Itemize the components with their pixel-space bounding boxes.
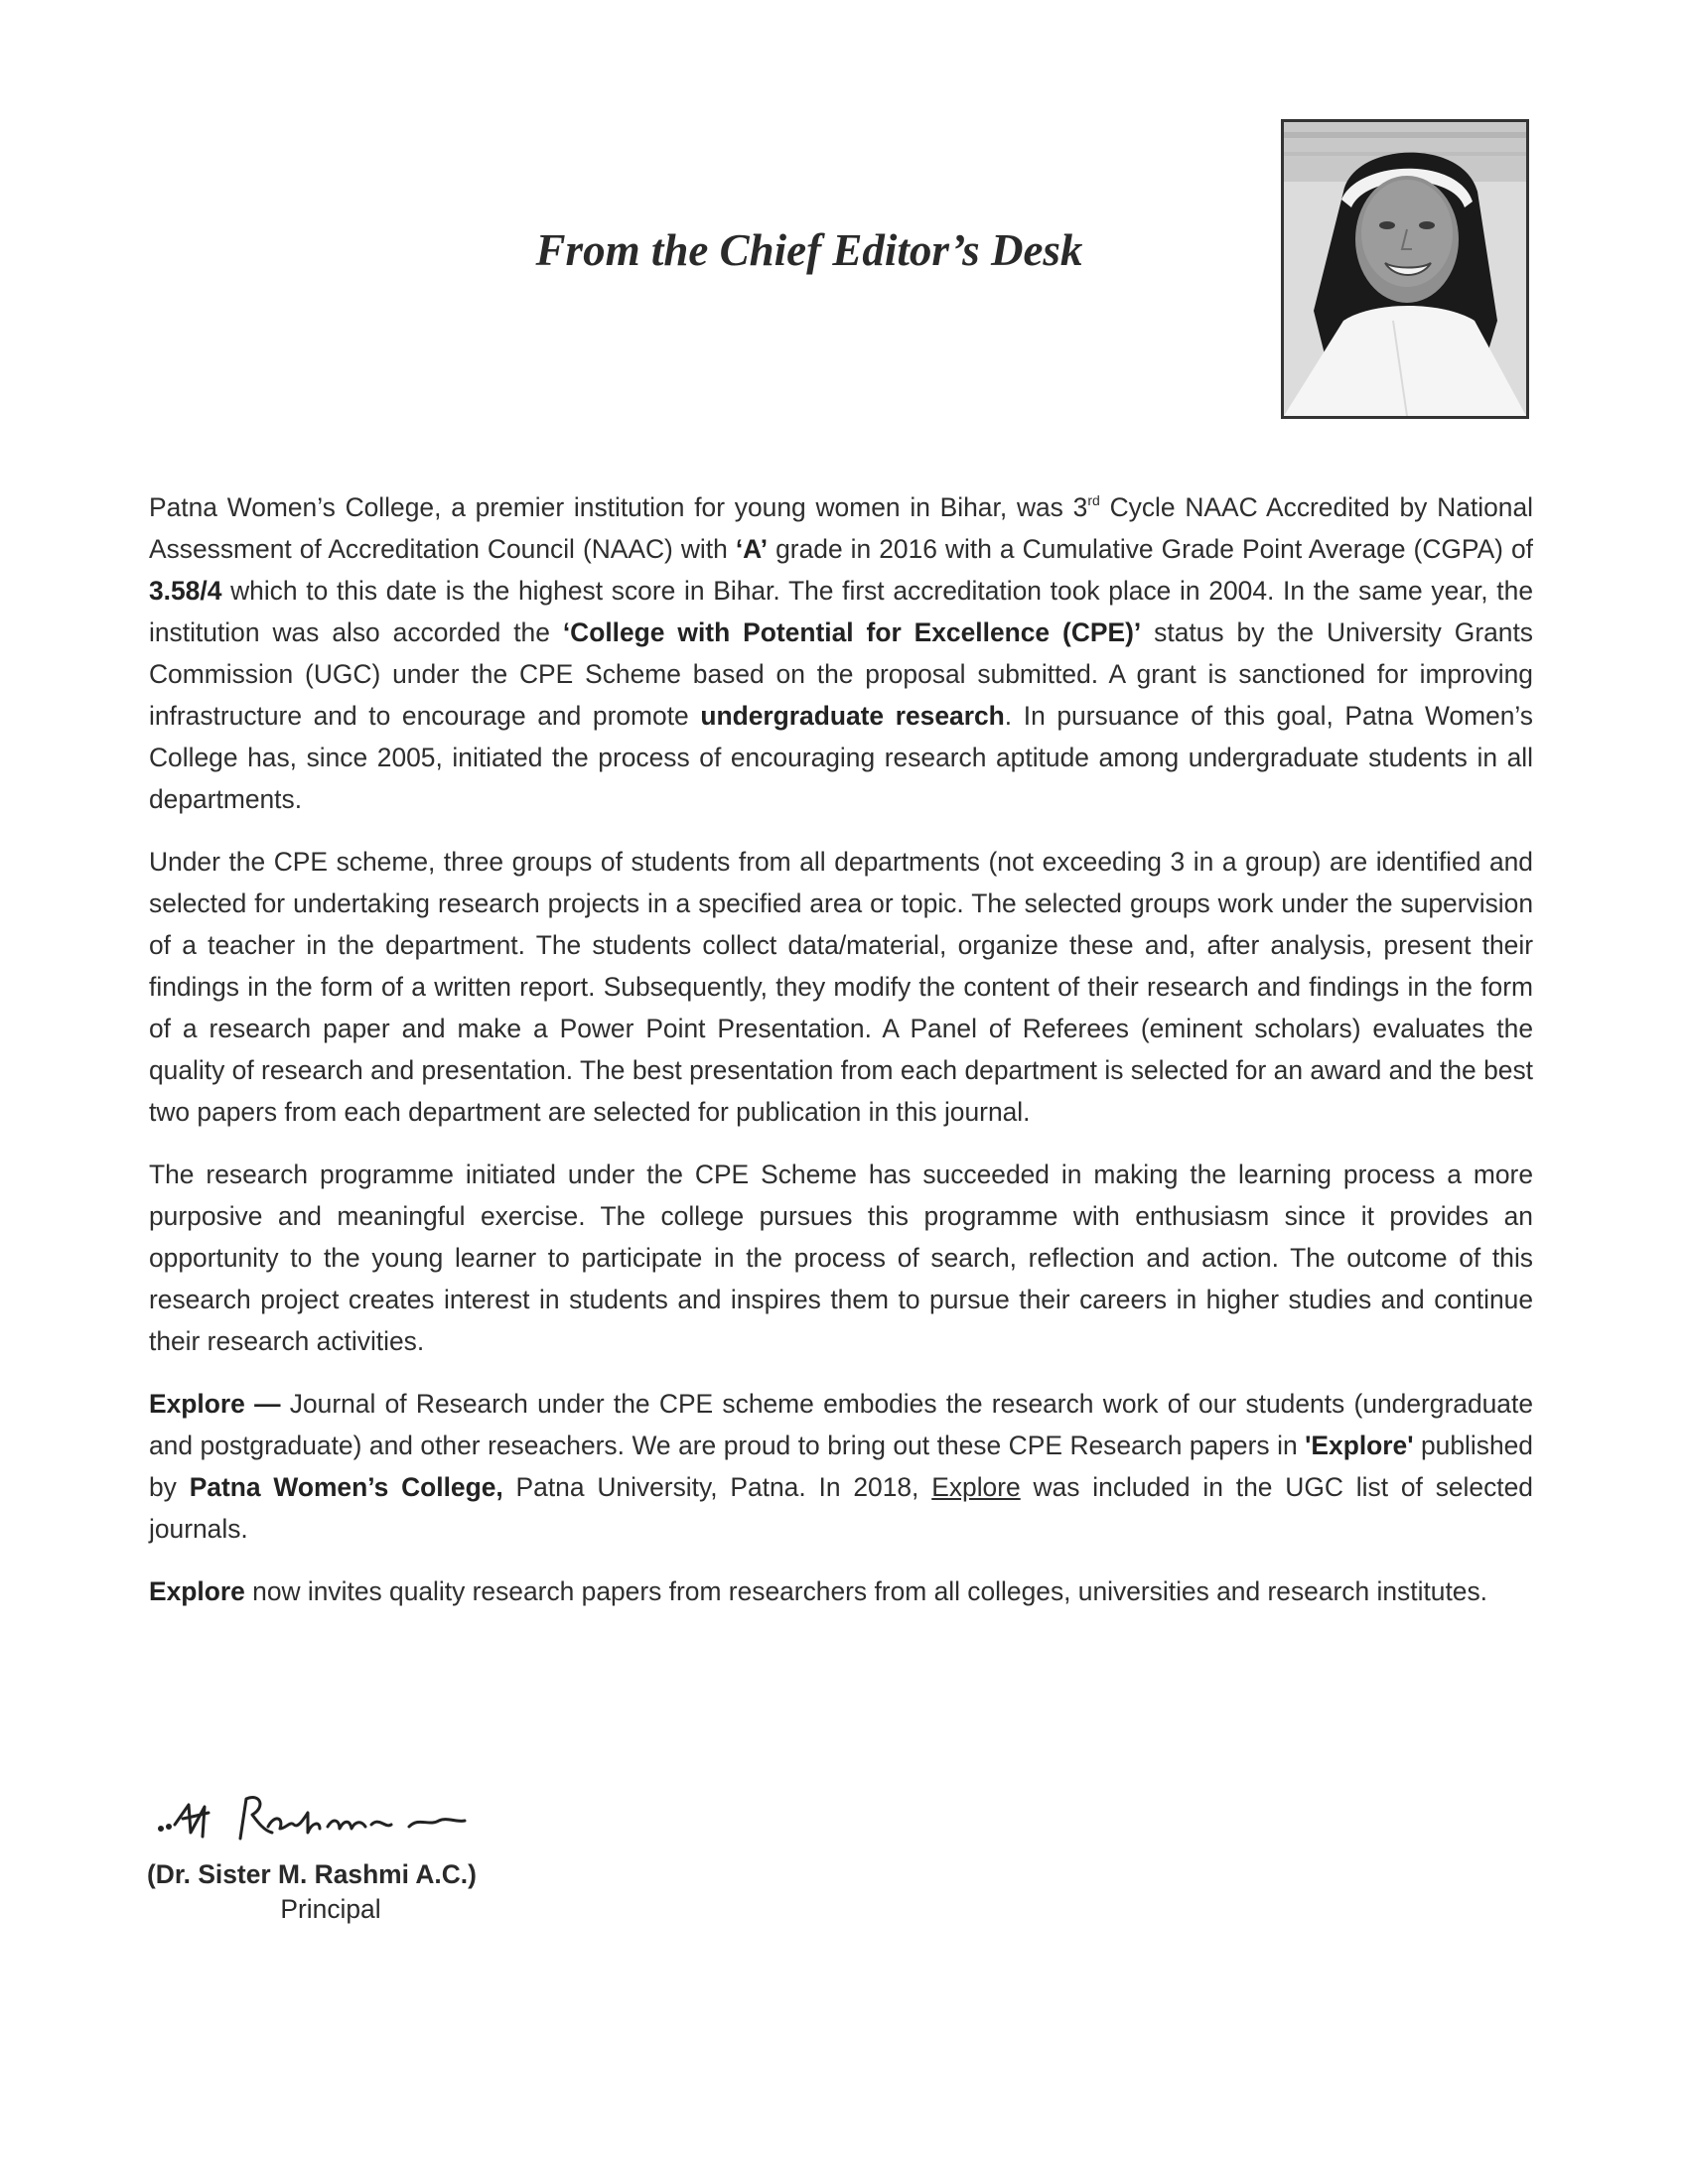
signatory-role: Principal	[280, 1894, 381, 1924]
paragraph-research-programme: The research programme initiated under the CPE Scheme has succeeded in making the learning process a more purposive and meaningful exercise. The college pursues this programme with enthusiasm since it provides an opportunity to the young learner to participate in the process of search, reflection and action. The outcome of this research project creates interest in students and inspires them to pursue their careers in higher studies and continue their research activities.	[149, 1160, 1533, 1356]
paragraph-explore-journal: Explore — Journal of Research under the CPE scheme embodies the research work of our students (undergraduate and postgraduate) and other reseachers. We are proud to bring out these CPE Research papers in 'Explore' published by Patna Women’s College, Patna University, Patna. In 2018, Explore was included in the UGC list of selected journals.	[149, 1389, 1533, 1544]
paragraph-invitation: Explore now invites quality research papers from researchers from all colleges, universities and research institutes.	[149, 1576, 1487, 1606]
paragraph-cpe-scheme: Under the CPE scheme, three groups of students from all departments (not exceeding 3 in a group) are identified and selected for undertaking research projects in a specified area or topic. The selected groups work under the supervision of a teacher in the department. The students collect data/material, organize these and, after analysis, present their findings in the form of a written report. Subsequently, they modify the content of their research and findings in the form of a research paper and make a Power Point Presentation. A Panel of Referees (eminent scholars) evaluates the quality of research and presentation. The best presentation from each department is selected for an award and the best two papers from each department are selected for publication in this journal.	[149, 847, 1533, 1127]
editorial-body	[149, 486, 1533, 1633]
signatory-name: (Dr. Sister M. Rashmi A.C.)	[147, 1859, 477, 1889]
paragraph-accreditation: Patna Women’s College, a premier institution for young women in Bihar, was 3rd Cycle NAAC Accredited by National Assessment of Accreditation Council (NAAC) with ‘A’ grade in 2016 with a Cumulative Grade Point Average (CGPA) of 3.58/4 which to this date is the highest score in Bihar. The first accreditation took place in 2004. In the same year, the institution was also accorded the ‘College with Potential for Excellence (CPE)’ status by the University Grants Commission (UGC) under the CPE Scheme based on the proposal submitted. A grant is sanctioned for improving infrastructure and to encourage and promote undergraduate research. In pursuance of this goal, Patna Women’s College has, since 2005, initiated the process of encouraging research aptitude among undergraduate students in all departments.	[149, 492, 1534, 814]
page-title: From the Chief Editor’s Desk	[535, 225, 1083, 275]
principal-photo	[1281, 119, 1529, 419]
